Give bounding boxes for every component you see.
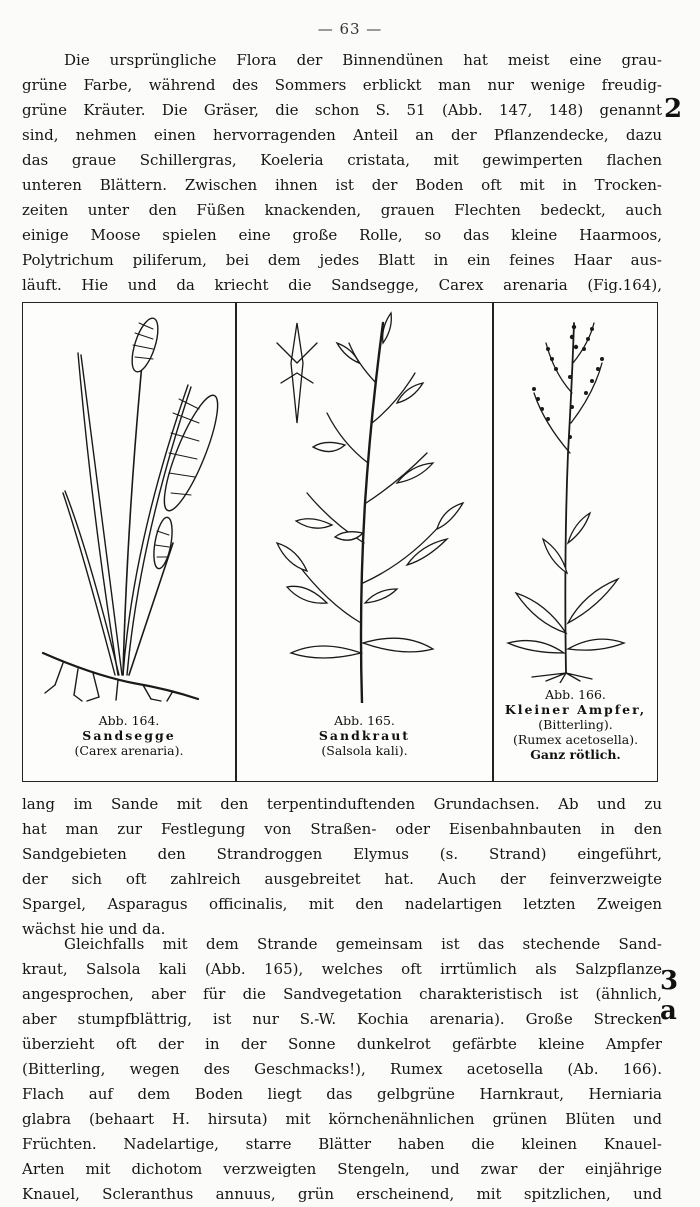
text-line: Früchten. Nadelartige, starre Blätter haben die kleinen Knauel- [22,1135,662,1153]
text-line: Die ursprüngliche Flora der Binnendünen hat meist eine grau- [64,51,662,69]
figure-panel-rumex [494,303,657,781]
figure-name: Sandkraut [318,728,411,743]
text-line: unteren Blättern. Zwischen ihnen ist der Boden oft mit in Trocken- [22,176,662,194]
text-line: glabra (behaart H. hirsuta) mit körnchenähnlichen grünen Blüten und [22,1110,662,1128]
figure-alt-name: (Bitterling). [538,717,613,732]
text-line: läuft. Hie und da kriecht die Sandsegge, Carex arenaria (Fig.164), [22,276,662,294]
text-line: aber stumpfblättrig, ist nur S.-W. Kochia arenaria). Große Strecken [22,1010,662,1028]
text-line: einige Moose spielen eine große Rolle, so das kleine Haarmoos, [22,226,662,244]
text-line: das graue Schillergras, Koeleria cristata, mit gewimperten flachen [22,151,662,169]
page-number: — 63 — [317,20,383,38]
salsola-illustration [237,303,492,703]
top-paragraph [22,48,662,298]
figure-name: Kleiner Ampfer, [504,702,647,717]
figure-latin: (Rumex acetosella). [512,732,639,747]
text-line: Spargel, Asparagus officinalis, mit den nadelartigen letzten Zweigen [22,895,662,913]
figure-panel-salsola [237,303,492,781]
text-line: Arten mit dichotom verzweigten Stengeln, und zwar der einjährige [22,1160,662,1178]
figure-number: Abb. 164. [98,713,160,728]
bottom-paragraph-b [22,932,662,1207]
text-line: Gleichfalls mit dem Strande gemeinsam ist das stechende Sand- [64,935,662,953]
text-line: Sandgebieten den Strandroggen Elymus (s. Strand) eingeführt, [22,845,662,863]
figure-plate [22,302,658,782]
text-line: Polytrichum piliferum, bei dem jedes Blatt in ein feines Haar aus- [22,251,662,269]
text-line: (Bitterling, wegen des Geschmacks!), Rumex acetosella (Ab. 166). [22,1060,662,1078]
figure-latin: (Carex arenaria). [74,743,184,758]
text-line: der sich oft zahlreich ausgebreitet hat. Auch der feinverzweigte [22,870,662,888]
text-line: kraut, Salsola kali (Abb. 165), welches oft irrtümlich als Salzpflanze [22,960,662,978]
text-line: wächst hie und da. [22,920,166,938]
text-line: Flach auf dem Boden liegt das gelbgrüne Harnkraut, Herniaria [22,1085,662,1103]
rumex-illustration [494,303,657,683]
carex-illustration [23,303,235,703]
text-line: lang im Sande mit den terpentinduftenden Grundachsen. Ab und zu [22,795,662,813]
margin-mark-bottom: 3 a [660,966,679,1026]
figure-note: Ganz rötlich. [530,747,621,762]
text-line: überzieht oft der in der Sonne dunkelrot gefärbte kleine Ampfer [22,1035,662,1053]
bottom-paragraph-a [22,792,662,942]
figure-number: Abb. 166. [545,687,606,702]
text-line: angesprochen, aber für die Sandvegetation charakteristisch ist (ähnlich, [22,985,662,1003]
figure-latin: (Salsola kali). [321,743,408,758]
text-line: grüne Farbe, während des Sommers erblickt man nur wenige freudig- [22,76,662,94]
text-line: grüne Kräuter. Die Gräser, die schon S. 51 (Abb. 147, 148) genannt [22,101,662,119]
figure-caption-165 [237,713,492,758]
figure-caption-164 [23,713,235,758]
text-line: sind, nehmen einen hervorragenden Anteil an der Pflanzendecke, dazu [22,126,662,144]
text-line: zeiten unter den Füßen knackenden, grauen Flechten bedeckt, auch [22,201,662,219]
figure-name: Sandsegge [82,728,176,743]
text-line: hat man zur Festlegung von Straßen- oder Eisenbahnbauten in den [22,820,662,838]
figure-number: Abb. 165. [334,713,395,728]
figure-caption-166 [494,687,657,762]
figure-panel-carex [23,303,235,781]
margin-mark-top: 2 [664,94,683,124]
text-line: Knauel, Scleranthus annuus, grün erscheinend, mit spitzlichen, und [22,1185,662,1203]
